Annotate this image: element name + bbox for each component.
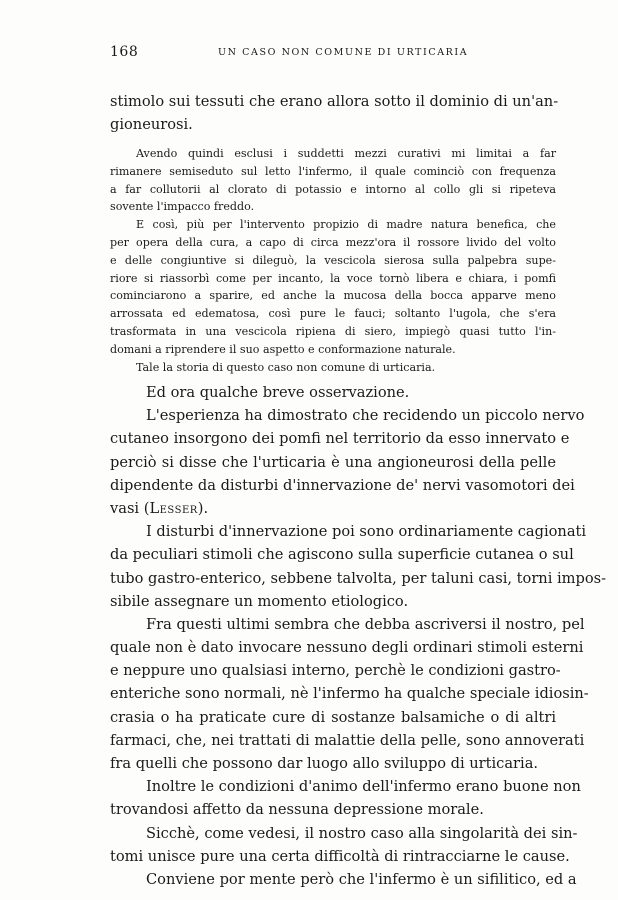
text-line: Inoltre le condizioni d'animo dell'infermo erano buone non <box>146 778 581 796</box>
text-line: Conviene por mente però che l'infermo è un sifilitico, ed a <box>146 870 577 888</box>
text-line: Fra questi ultimi sembra che debba ascriversi il nostro, pel <box>146 615 585 633</box>
text-line: per opera della cura, a capo di circa mezz'ora il rossore livido del volto <box>110 235 556 249</box>
text-line: Ed ora qualche breve osservazione. <box>146 384 410 401</box>
text-line: farmaci, che, nei trattati di malattie della pelle, sono annoverati <box>110 731 585 749</box>
text-line: E così, più per l'intervento propizio di madre natura benefica, che <box>136 218 556 232</box>
text-line: trasformata in una vescicola ripiena di siero, impiegò quasi tutto l'in- <box>110 324 556 338</box>
text-line: perciò si disse che l'urticaria è una angioneurosi della pelle <box>110 453 556 471</box>
text-line: domani a riprendere il suo aspetto e conformazione naturale. <box>110 342 456 356</box>
text-line: quale non è dato invocare nessuno degli ordinari stimoli esterni <box>110 639 584 657</box>
text-line: cominciarono a sparire, ed anche la mucosa della bocca apparve meno <box>110 289 556 303</box>
text-line: sibile assegnare un momento etiologico. <box>110 592 409 610</box>
text-line: crasia o ha praticate cure di sostanze balsamiche o di altri <box>110 708 556 726</box>
text-line: a far collutorii al clorato di potassio e intorno al collo gli si ripeteva <box>110 182 556 196</box>
text-line: sovente l'impacco freddo. <box>110 200 255 214</box>
running-title: UN CASO NON COMUNE DI URTICARIA <box>218 47 469 58</box>
text-line: e neppure uno qualsiasi interno, perchè le condizioni gastro- <box>110 662 561 680</box>
text-fragment: ). <box>197 499 209 517</box>
case-report-block <box>110 145 556 376</box>
text-line: fra quelli che possono dar luogo allo sviluppo di urticaria. <box>110 755 539 772</box>
discussion-block <box>110 381 607 891</box>
text-line: enteriche sono normali, nè l'infermo ha qualche speciale idiosin- <box>110 685 589 703</box>
text-fragment: vasi ( <box>110 499 150 517</box>
text-line: Avendo quindi esclusi i suddetti mezzi curativi mi limitai a far <box>136 147 556 160</box>
text-line: da peculiari stimoli che agiscono sulla superficie cutanea o sul <box>110 546 574 564</box>
text-line: rimanere semiseduto sul letto l'infermo, il quale cominciò con frequenza <box>110 164 556 178</box>
opening-paragraph <box>110 90 559 136</box>
text-line: arrossata ed edematosa, così pure le fauci; soltanto l'ugola, che s'era <box>110 307 556 321</box>
text-line: tubo gastro-enterico, sebbene talvolta, per taluni casi, torni impos- <box>110 569 607 587</box>
text-line: I disturbi d'innervazione poi sono ordinariamente cagionati <box>146 523 587 541</box>
text-line: gioneurosi. <box>110 116 193 134</box>
page-number: 168 <box>110 44 139 60</box>
text-line <box>110 497 556 520</box>
text-line: Sicchè, come vedesi, il nostro caso alla singolarità dei sin- <box>146 824 578 842</box>
text-line: Tale la storia di questo caso non comune di urticaria. <box>136 360 436 374</box>
text-line: e delle congiuntive si dileguò, la vescicola sierosa sulla palpebra supe- <box>110 253 556 267</box>
text-line: cutaneo insorgono dei pomfi nel territorio da esso innervato e <box>110 430 570 448</box>
text-line: riore si riassorbì come per incanto, la voce tornò libera e chiara, i pomfi <box>110 271 556 285</box>
text-line: dipendente da disturbi d'innervazione de' nervi vasomotori dei <box>110 476 575 494</box>
text-line: tomi unisce pure una certa difficoltà di rintracciarne le cause. <box>110 847 570 865</box>
text-line: L'esperienza ha dimostrato che recidendo un piccolo nervo <box>146 407 585 425</box>
running-header <box>110 44 556 66</box>
text-line: trovandosi affetto da nessuna depressione morale. <box>110 801 484 819</box>
cited-author: Lesser <box>149 499 198 517</box>
text-line: stimolo sui tessuti che erano allora sotto il dominio di un'an- <box>110 93 559 110</box>
